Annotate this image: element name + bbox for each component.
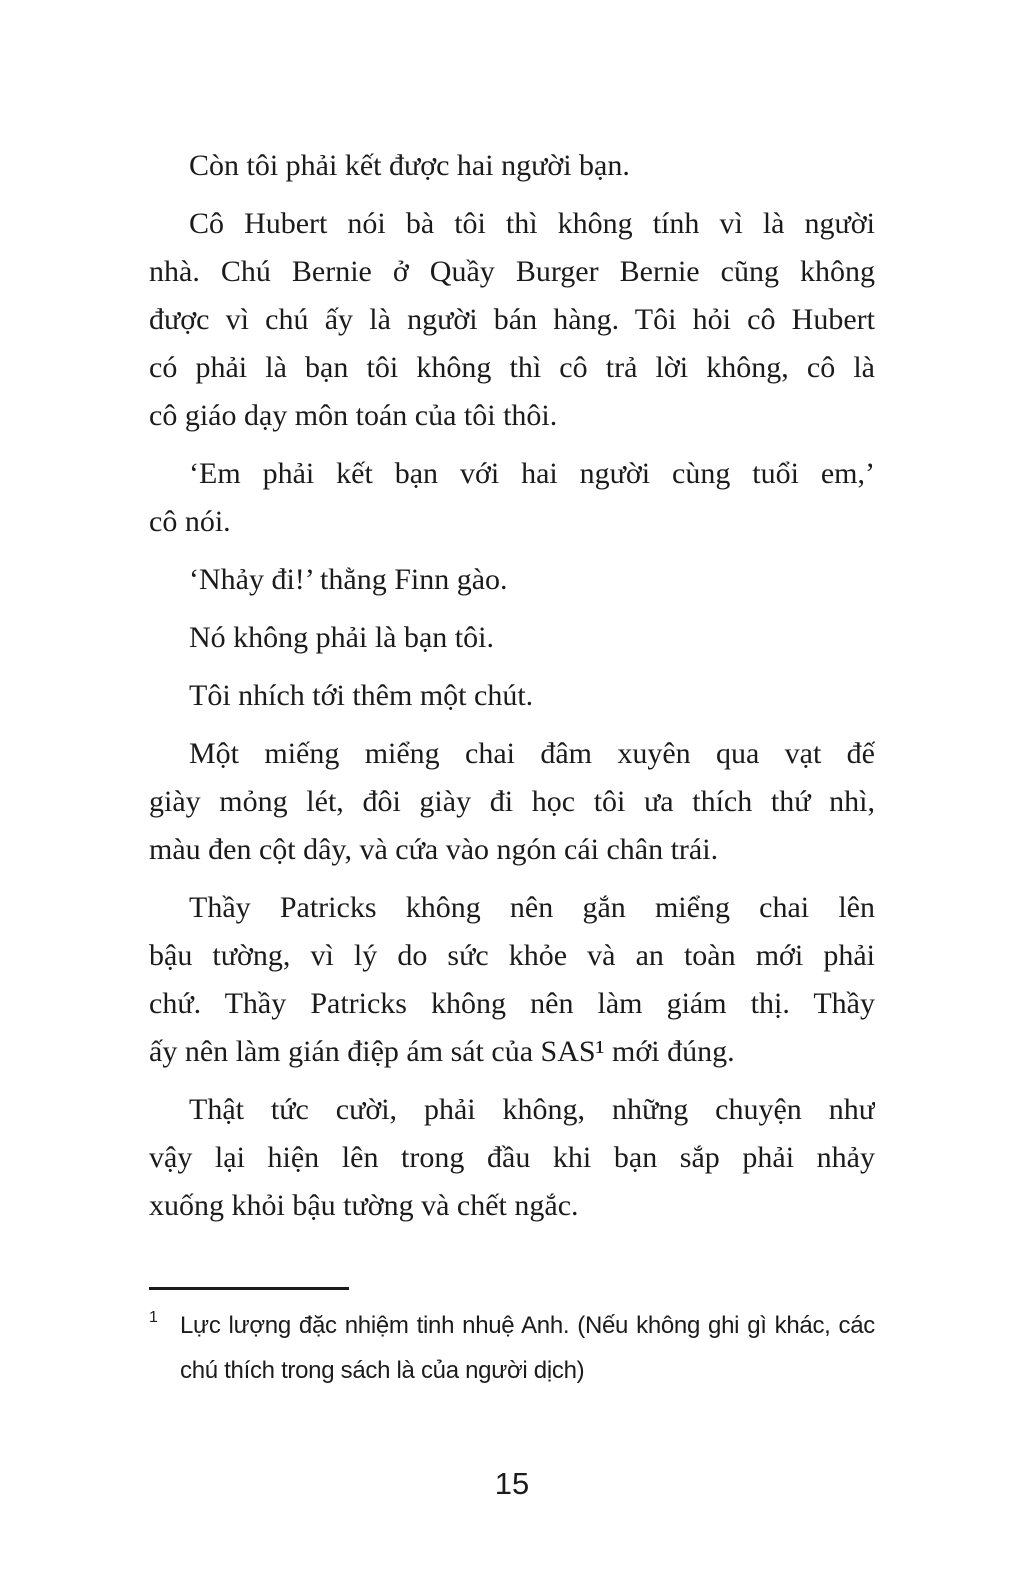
text-line: có phải là bạn tôi không thì cô trả lời không, cô là: [149, 351, 875, 384]
text-line: nhà. Chú Bernie ở Quầy Burger Bernie cũng không: [149, 255, 875, 288]
text-line: Cô Hubert nói bà tôi thì không tính vì là người: [189, 207, 875, 240]
text-line: chứ. Thầy Patricks không nên làm giám thị. Thầy: [149, 987, 875, 1020]
paragraph: [149, 556, 875, 604]
paragraph: [149, 614, 875, 662]
footnote: [149, 1287, 875, 1393]
text-line: màu đen cột dây, và cứa vào ngón cái chân trái.: [149, 833, 719, 866]
body-text: [149, 142, 875, 1240]
paragraph: [149, 672, 875, 720]
text-line: cô giáo dạy môn toán của tôi thôi.: [149, 399, 558, 432]
text-line: ‘Nhảy đi!’ thằng Finn gào.: [189, 563, 508, 596]
paragraph: [149, 884, 875, 1076]
text-line: bậu tường, vì lý do sức khỏe và an toàn mới phải: [149, 939, 875, 972]
footnote-text: [180, 1303, 875, 1393]
footnote-row: [149, 1303, 875, 1393]
text-line: ấy nên làm gián điệp ám sát của SAS¹ mới đúng.: [149, 1035, 735, 1068]
text-line: ‘Em phải kết bạn với hai người cùng tuổi em,’: [189, 457, 875, 490]
text-line: Thật tức cười, phải không, những chuyện như: [189, 1093, 875, 1126]
footnote-line: chú thích trong sách là của người dịch): [180, 1357, 585, 1384]
text-line: Thầy Patricks không nên gắn miểng chai lên: [189, 891, 875, 924]
paragraph: [149, 200, 875, 440]
paragraph: [149, 1086, 875, 1230]
text-line: được vì chú ấy là người bán hàng. Tôi hỏi cô Hubert: [149, 303, 875, 336]
text-line: Tôi nhích tới thêm một chút.: [189, 679, 534, 712]
paragraph: [149, 142, 875, 190]
text-line: vậy lại hiện lên trong đầu khi bạn sắp phải nhảy: [149, 1141, 875, 1174]
text-line: Một miếng miểng chai đâm xuyên qua vạt đế: [189, 737, 875, 770]
text-line: Còn tôi phải kết được hai người bạn.: [189, 149, 630, 182]
footnote-divider: [149, 1287, 349, 1290]
page-number: 15: [494, 1466, 530, 1501]
text-line: cô nói.: [149, 505, 231, 538]
text-line: xuống khỏi bậu tường và chết ngắc.: [149, 1189, 579, 1222]
text-line: Nó không phải là bạn tôi.: [189, 621, 494, 654]
paragraph: [149, 450, 875, 546]
footnote-line: Lực lượng đặc nhiệm tinh nhuệ Anh. (Nếu không ghi gì khác, các: [180, 1312, 875, 1339]
text-line: giày mỏng lét, đôi giày đi học tôi ưa thích thứ nhì,: [149, 785, 875, 818]
footnote-marker: 1: [149, 1309, 158, 1326]
paragraph: [149, 730, 875, 874]
